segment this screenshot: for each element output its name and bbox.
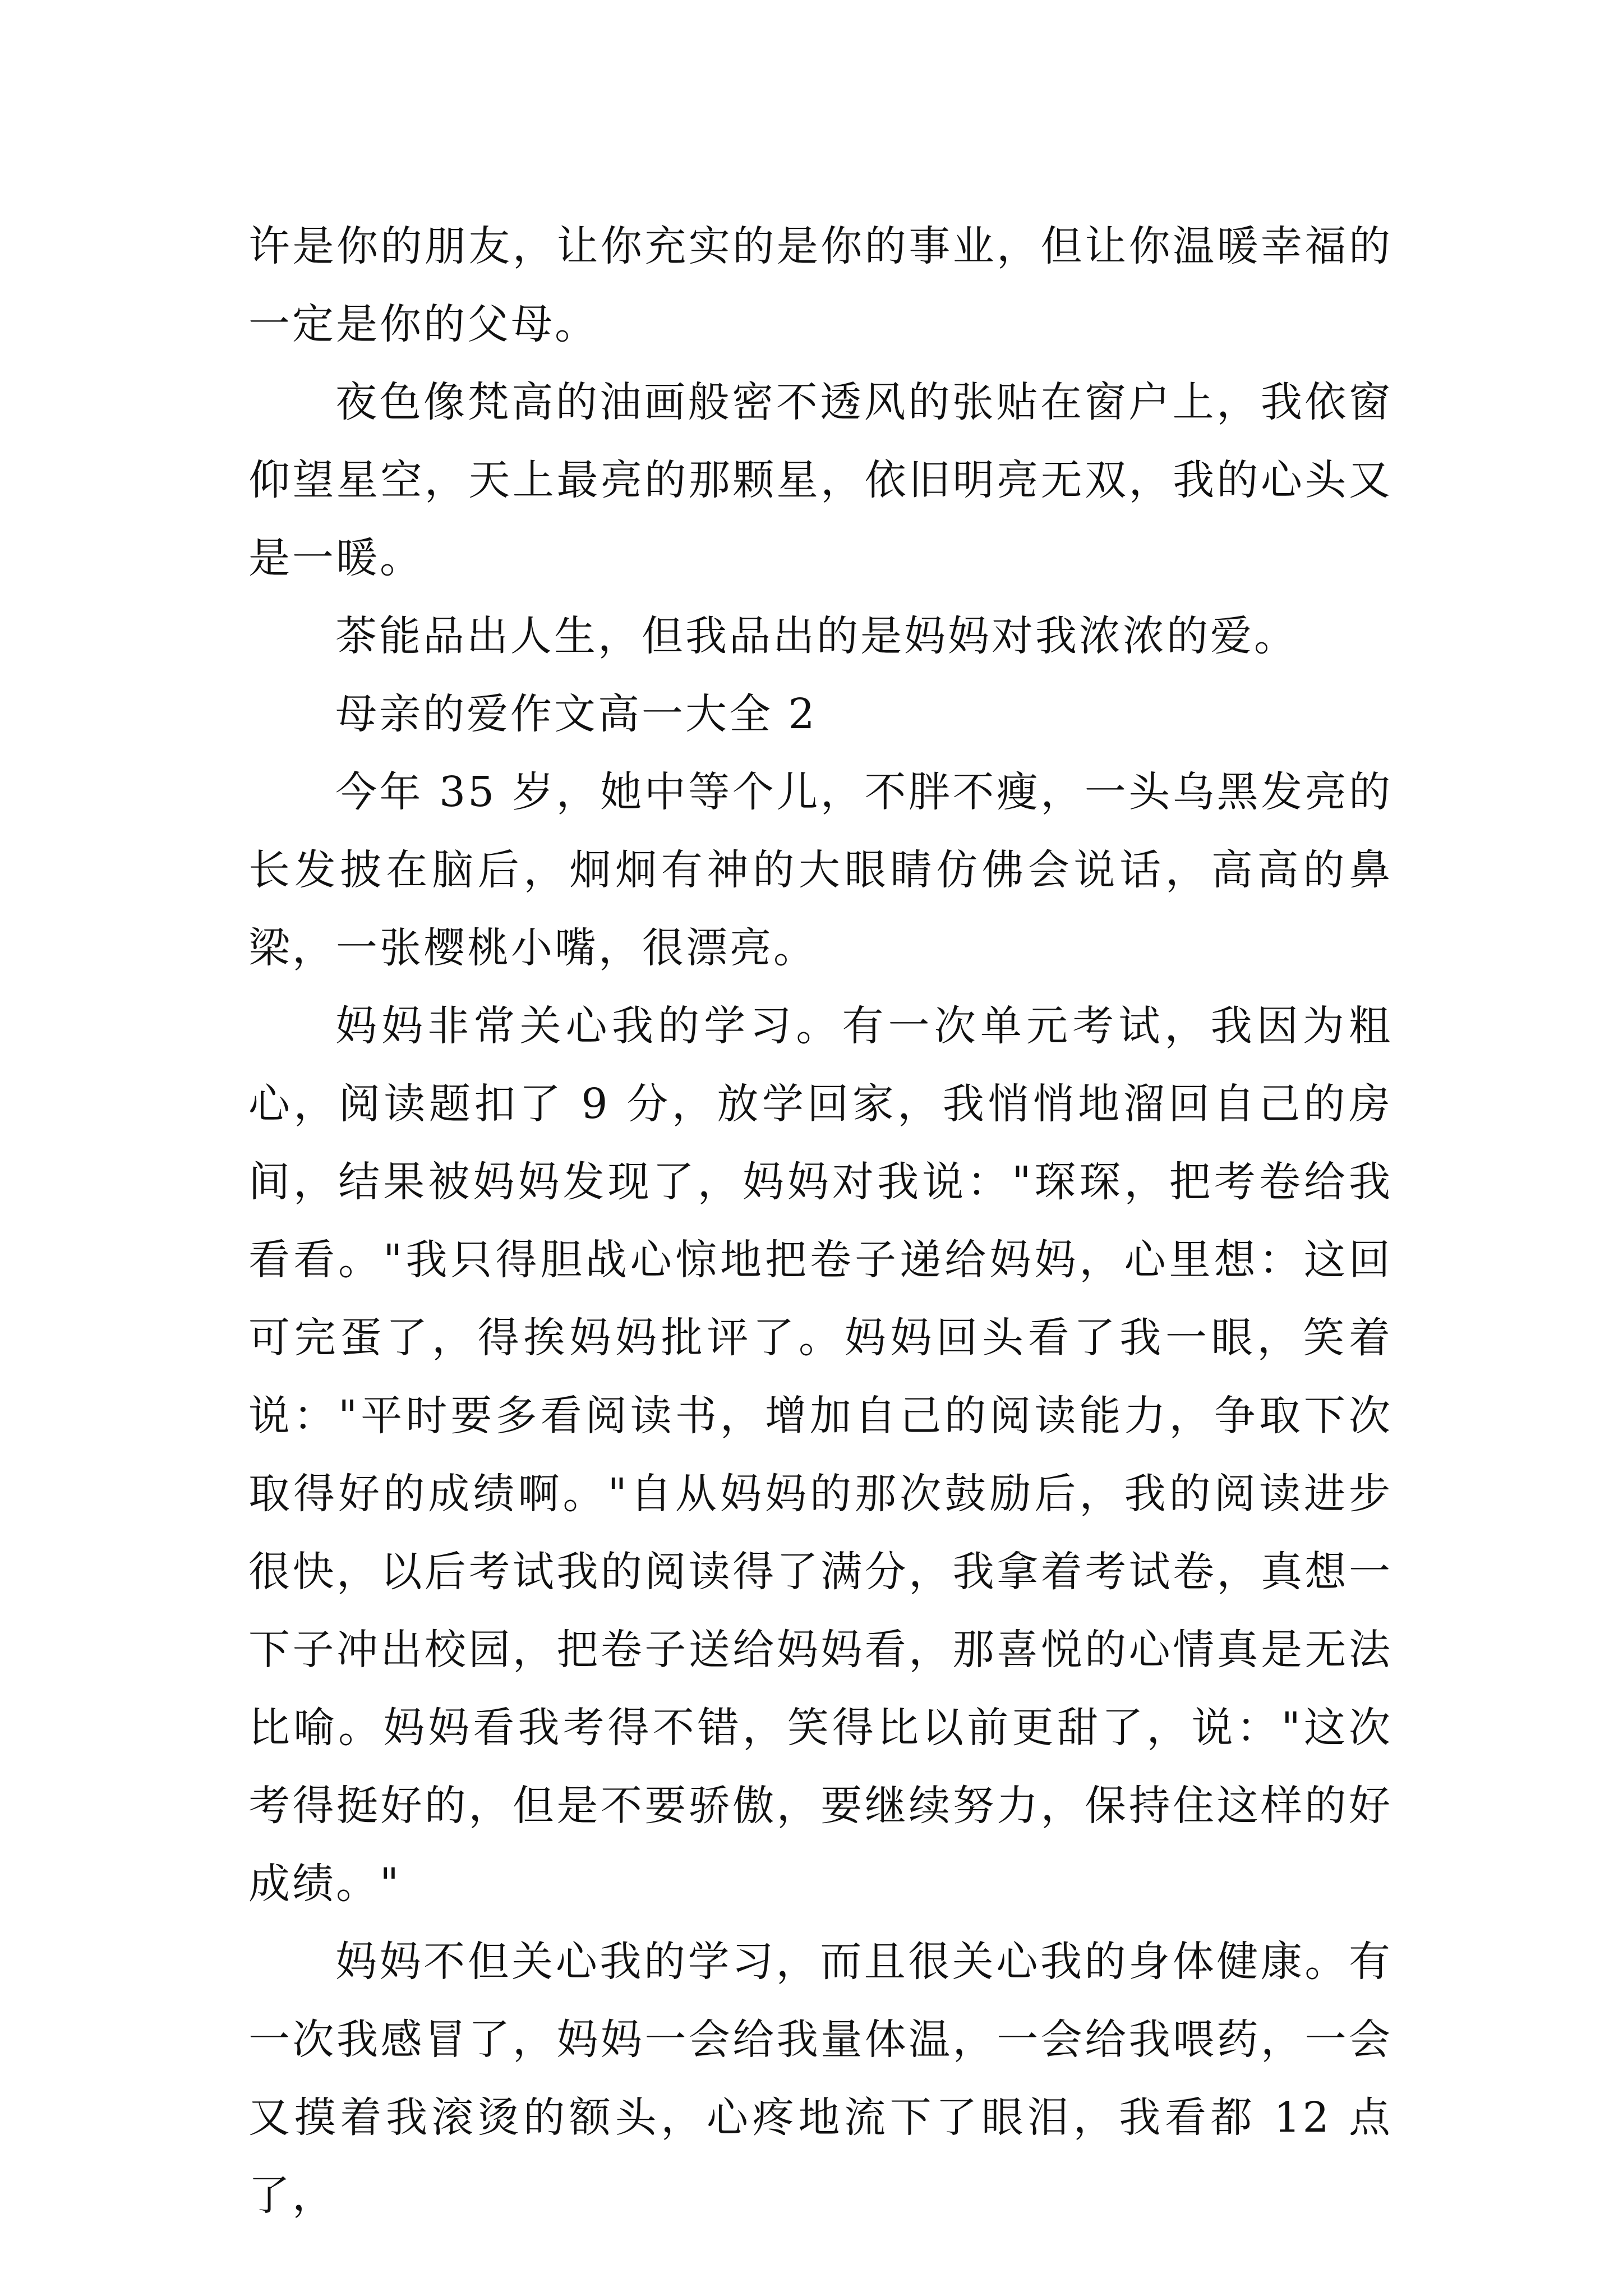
paragraph-continued: 许是你的朋友，让你充实的是你的事业，但让你温暖幸福的一定是你的父母。 [248,222,1393,348]
paragraph-study: 妈妈非常关心我的学习。有一次单元考试，我因为粗心，阅读题扣了 9 分，放学回家，我悄悄地溜回自己的房间，结果被妈妈发现了，妈妈对我说："琛琛，把考卷给我看看。"我只得胆战心惊地把卷子递给妈妈，心里想：这回可完蛋了，得挨妈妈批评了。妈妈回头看了我一眼，笑着说："平时要多看阅读书，增加自己的阅读能力，争取下次取得好的成绩啊。"自从妈妈的那次鼓励后，我的阅读进步很快，以后考试我的阅读得了满分，我拿着考试卷，真想一下子冲出校园，把卷子送给妈妈看，那喜悦的心情真是无法比喻。妈妈看我考得不错，笑得比以前更甜了，说："这次考得挺好的，但是不要骄傲，要继续努力，保持住这样的好成绩。" [248,1002,1393,1908]
paragraph-night-sky: 夜色像梵高的油画般密不透风的张贴在窗户上，我依窗仰望星空，天上最亮的那颗星，依旧明亮无双，我的心头又是一暖。 [248,378,1393,582]
document-body [248,208,1393,2235]
essay-heading: 母亲的爱作文高一大全 2 [335,690,817,738]
paragraph-appearance: 今年 35 岁，她中等个儿，不胖不瘦，一头乌黑发亮的长发披在脑后，炯炯有神的大眼睛仿佛会说话，高高的鼻梁，一张樱桃小嘴，很漂亮。 [248,768,1393,972]
paragraph-tea: 茶能品出人生，但我品出的是妈妈对我浓浓的爱。 [335,612,1298,660]
paragraph-health: 妈妈不但关心我的学习，而且很关心我的身体健康。有一次我感冒了，妈妈一会给我量体温，一会给我喂药，一会又摸着我滚烫的额头，心疼地流下了眼泪，我看都 12 点了， [248,1938,1393,2220]
